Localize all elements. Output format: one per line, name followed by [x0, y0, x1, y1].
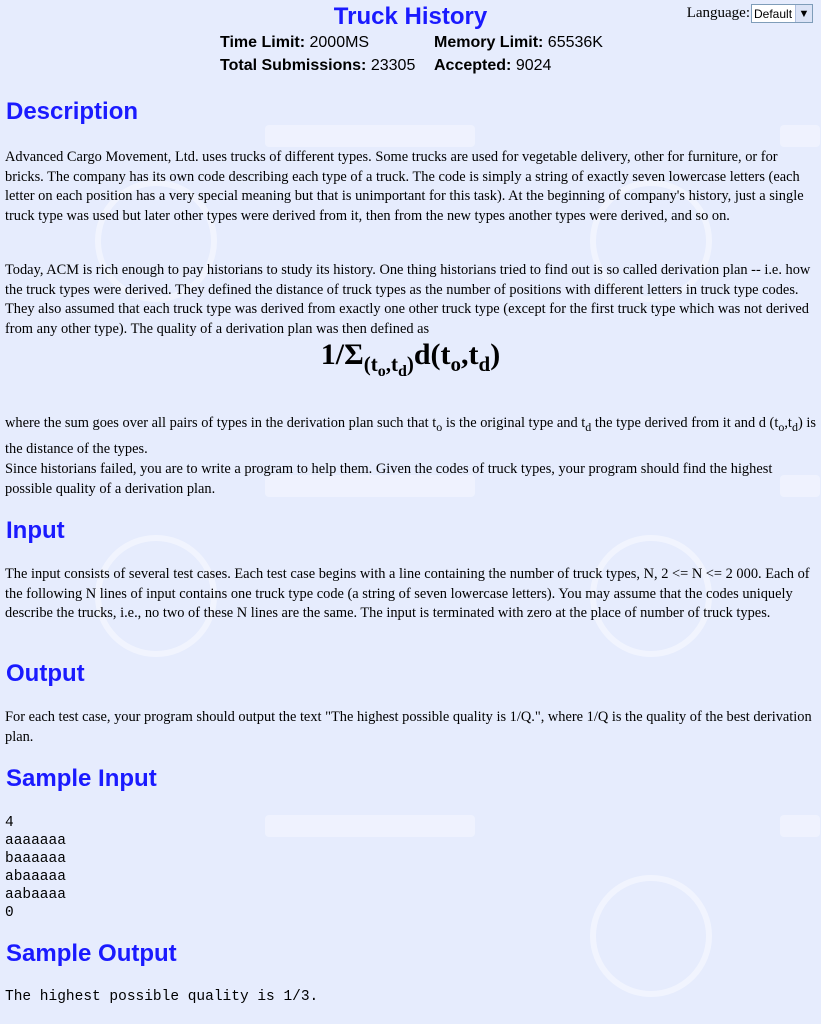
description-paragraph-2: Today, ACM is rich enough to pay historians to study its history. One thing historians tried to find out is so called derivation plan -- i.e. how the truck types were derived. They defined the distance of truck types as the number of positions with different letters in truck type codes. They also assumed that each truck type was derived from exactly one other truck type (except for the first truck type which was not derived from any other type). The quality of a derivation plan was then defined as — [5, 262, 811, 337]
description-paragraph-3 — [5, 412, 817, 460]
para3-text-b: is the original type and t — [442, 415, 586, 431]
formula-body-close: ) — [490, 338, 501, 371]
description-paragraph-4: Since historians failed, you are to write a program to help them. Given the codes of truck types, your program should find the highest possible quality of a derivation plan. — [5, 461, 773, 497]
para3-sub-d: d — [585, 419, 592, 434]
language-selected-value: Default — [754, 6, 793, 21]
sample-input-heading: Sample Input — [6, 765, 157, 792]
formula-sub-open: (t — [363, 352, 378, 376]
output-heading: Output — [6, 660, 85, 687]
memory-limit-label: Memory Limit: — [434, 34, 544, 51]
input-heading: Input — [6, 517, 65, 544]
accepted-value: 9024 — [515, 57, 552, 74]
total-submissions-value: 23305 — [370, 57, 416, 74]
accepted-label: Accepted: — [434, 57, 512, 74]
language-selector — [687, 4, 813, 23]
formula-body-d: d — [478, 352, 491, 376]
memory-limit-value: 65536K — [547, 34, 603, 51]
memory-limit — [434, 34, 603, 52]
para3-sub-o: o — [436, 419, 443, 434]
watermark-emblem-icon — [590, 875, 712, 997]
time-limit — [220, 34, 369, 52]
description-heading: Description — [6, 98, 139, 125]
page-title: Truck History — [333, 3, 488, 30]
formula-sub-close: ) — [406, 352, 414, 376]
para3-sub-o-2: o — [778, 419, 785, 434]
formula-body-mid: ,t — [461, 338, 479, 371]
input-paragraph: The input consists of several test cases. Each test case begins with a line containing the number of truck types, N, 2 <= N <= 2 000. Each of the following N lines of input contains one truck type code (a string of seven lowercase letters). You may assume that the codes uniquely describe the trucks, i.e., no two of these N lines are the same. The input is terminated with zero at the place of number of truck types. — [5, 566, 810, 621]
output-paragraph: For each test case, your program should output the text "The highest possible quality is 1/Q.", where 1/Q is the quality of the best derivation plan. — [5, 709, 812, 745]
language-select[interactable] — [751, 4, 813, 23]
time-limit-value: 2000MS — [309, 34, 370, 51]
sample-output-heading: Sample Output — [6, 940, 177, 967]
time-limit-label: Time Limit: — [220, 34, 306, 51]
watermark-banner — [265, 125, 475, 147]
para3-text-e: ) is the distance of the types. — [5, 415, 816, 457]
language-label: Language: — [686, 5, 750, 21]
watermark-banner — [265, 815, 475, 837]
para3-text-c: the type derived from it and d (t — [591, 415, 779, 431]
para3-text-a: where the sum goes over all pairs of types in the derivation plan such that t — [5, 415, 437, 431]
watermark-banner — [780, 125, 820, 147]
description-paragraph-1: Advanced Cargo Movement, Ltd. uses trucks of different types. Some trucks are used for vegetable delivery, other for furniture, or for bricks. The company has its own code describing each type of a truck. The code is simply a string of exactly seven lowercase letters (each letter on each position has a very special meaning but that is unimportant for this task). At the beginning of company's history, just a single truck type was used but later other types were derived from it, then from the new types another types were derived, and so on. — [5, 149, 804, 224]
accepted — [434, 57, 551, 75]
formula-body-open: d(t — [413, 338, 451, 371]
sample-input-block: 4 aaaaaaa baaaaaa abaaaaa aabaaaa 0 — [5, 815, 66, 921]
para3-text-d: ,t — [784, 415, 792, 431]
formula-sub-mid: ,t — [385, 352, 398, 376]
watermark-banner — [780, 815, 820, 837]
chevron-down-icon[interactable]: ▼ — [795, 5, 812, 22]
total-submissions-label: Total Submissions: — [220, 57, 367, 74]
formula-body-o: o — [450, 352, 462, 376]
quality-formula — [0, 338, 821, 381]
formula-sub-o: o — [377, 363, 386, 381]
formula-prefix: 1/Σ — [320, 338, 364, 371]
formula-sub-d: d — [397, 363, 407, 381]
sample-output-block: The highest possible quality is 1/3. — [5, 989, 319, 1005]
total-submissions — [220, 57, 415, 75]
para3-sub-d-2: d — [791, 419, 798, 434]
